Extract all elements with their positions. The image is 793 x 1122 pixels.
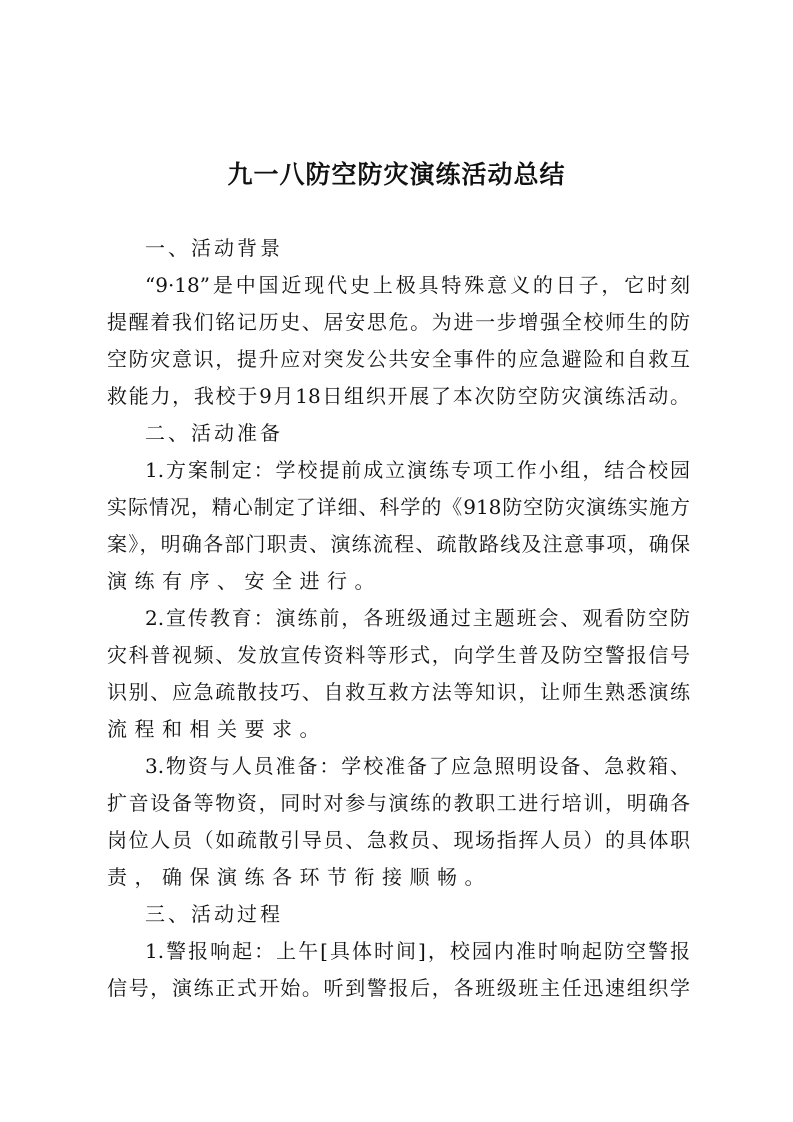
- paragraph: [107, 267, 690, 415]
- text-line: “9·18”是中国近现代史上极具特殊意义的日子，它时刻: [145, 273, 690, 297]
- text-line: 1.方案制定：学校提前成立演练专项工作小组，结合校园: [145, 458, 690, 482]
- section-heading: 一、活动背景: [145, 236, 283, 260]
- text-line: 信号，演练正式开始。听到警报后，各班级班主任迅速组织学: [107, 976, 690, 1000]
- text-line: 1.警报响起：上午[具体时间]，校园内准时响起防空警报: [145, 939, 690, 963]
- text-line: 灾科普视频、发放宣传资料等形式，向学生普及防空警报信号: [107, 643, 690, 667]
- text-line: 扩音设备等物资，同时对参与演练的教职工进行培训，明确各: [107, 791, 690, 815]
- text-line: 流程和相关要求。: [107, 717, 327, 741]
- section-heading: 三、活动过程: [145, 902, 283, 926]
- text-line: 3.物资与人员准备：学校准备了应急照明设备、急救箱、: [145, 754, 690, 778]
- section-heading: 二、活动准备: [145, 421, 283, 445]
- text-line: 实际情况，精心制定了详细、科学的《918防空防灾演练实施方: [107, 495, 690, 519]
- paragraph: [107, 933, 690, 1007]
- text-line: 空防灾意识，提升应对突发公共安全事件的应急避险和自救互: [107, 347, 690, 371]
- document-body: [107, 230, 690, 1007]
- text-line: 责，确保演练各环节衔接顺畅。: [107, 865, 492, 889]
- text-line: 演练有序、安全进行。: [107, 569, 382, 593]
- text-line: 提醒着我们铭记历史、居安思危。为进一步增强全校师生的防: [107, 310, 690, 334]
- text-line: 救能力，我校于9月18日组织开展了本次防空防灾演练活动。: [107, 384, 690, 408]
- document-title: 九一八防空防灾演练活动总结: [227, 160, 566, 189]
- paragraph: [107, 748, 690, 896]
- text-line: 2.宣传教育：演练前，各班级通过主题班会、观看防空防: [145, 606, 690, 630]
- text-line: 岗位人员（如疏散引导员、急救员、现场指挥人员）的具体职: [107, 828, 690, 852]
- text-line: 案》，明确各部门职责、演练流程、疏散路线及注意事项，确保: [107, 532, 690, 556]
- paragraph: [107, 600, 690, 748]
- text-line: 识别、应急疏散技巧、自救互救方法等知识，让师生熟悉演练: [107, 680, 690, 704]
- paragraph: [107, 452, 690, 600]
